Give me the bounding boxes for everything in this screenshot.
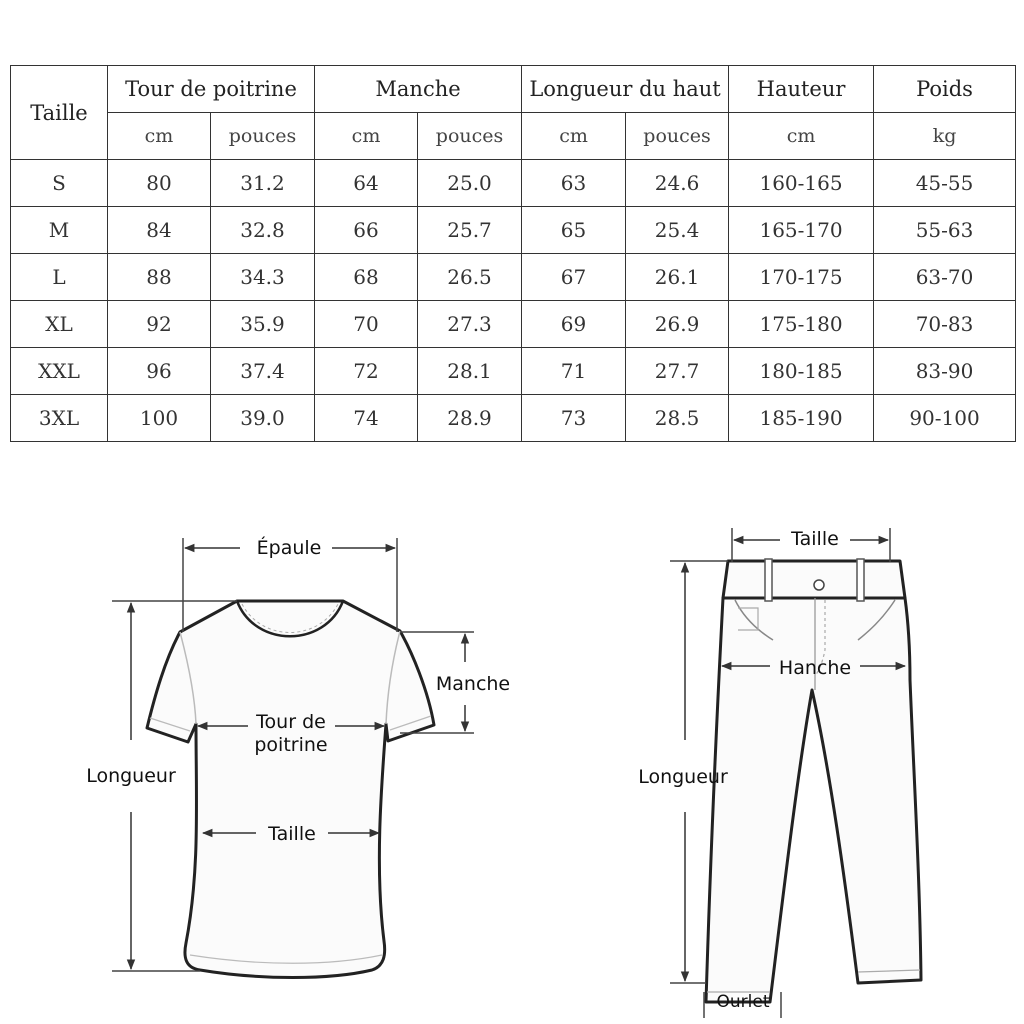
- chest-label: poitrine: [254, 734, 328, 756]
- belt-loop: [765, 559, 772, 601]
- sleeve-label: Manche: [435, 673, 511, 695]
- tshirt-outline: [147, 601, 434, 978]
- value-cell: 83-90: [874, 348, 1016, 395]
- value-cell: 170-175: [729, 254, 874, 301]
- value-cell: 175-180: [729, 301, 874, 348]
- unit-header: pouces: [211, 113, 315, 160]
- unit-header: cm: [729, 113, 874, 160]
- unit-header: cm: [522, 113, 626, 160]
- value-cell: 90-100: [874, 395, 1016, 442]
- size-cell: XL: [11, 301, 108, 348]
- weight-group-header: Poids: [874, 66, 1016, 113]
- shoulder-label: Épaule: [256, 537, 322, 559]
- value-cell: 45-55: [874, 160, 1016, 207]
- value-cell: 34.3: [211, 254, 315, 301]
- value-cell: 74: [315, 395, 418, 442]
- value-cell: 28.5: [626, 395, 729, 442]
- value-cell: 37.4: [211, 348, 315, 395]
- value-cell: 25.0: [418, 160, 522, 207]
- unit-header: kg: [874, 113, 1016, 160]
- value-cell: 71: [522, 348, 626, 395]
- value-cell: 88: [108, 254, 211, 301]
- value-cell: 70: [315, 301, 418, 348]
- pants-waist-label: Taille: [791, 528, 839, 550]
- pants-waist-measure: [732, 528, 890, 562]
- belt-loop: [857, 559, 864, 601]
- value-cell: 65: [522, 207, 626, 254]
- value-cell: 28.1: [418, 348, 522, 395]
- value-cell: 31.2: [211, 160, 315, 207]
- size-cell: L: [11, 254, 108, 301]
- value-cell: 69: [522, 301, 626, 348]
- value-cell: 24.6: [626, 160, 729, 207]
- value-cell: 68: [315, 254, 418, 301]
- value-cell: 35.9: [211, 301, 315, 348]
- hem-label: Ourlet: [716, 992, 770, 1012]
- size-column-header: Taille: [11, 66, 108, 160]
- unit-header: pouces: [626, 113, 729, 160]
- unit-header: cm: [108, 113, 211, 160]
- value-cell: 180-185: [729, 348, 874, 395]
- button: [814, 580, 824, 590]
- height-group-header: Hauteur: [729, 66, 874, 113]
- shirt-length-label: Longueur: [86, 765, 176, 787]
- value-cell: 25.7: [418, 207, 522, 254]
- pants-illustration: [706, 559, 921, 1002]
- tshirt-illustration: [147, 601, 434, 978]
- value-cell: 27.7: [626, 348, 729, 395]
- chest-group-header: Tour de poitrine: [108, 66, 315, 113]
- value-cell: 63: [522, 160, 626, 207]
- value-cell: 84: [108, 207, 211, 254]
- value-cell: 26.9: [626, 301, 729, 348]
- value-cell: 165-170: [729, 207, 874, 254]
- shirt-waist-label: Taille: [268, 823, 316, 845]
- value-cell: 26.5: [418, 254, 522, 301]
- value-cell: 185-190: [729, 395, 874, 442]
- value-cell: 96: [108, 348, 211, 395]
- size-cell: M: [11, 207, 108, 254]
- hip-label: Hanche: [778, 657, 852, 679]
- value-cell: 72: [315, 348, 418, 395]
- value-cell: 28.9: [418, 395, 522, 442]
- hem-measure: [704, 992, 781, 1018]
- unit-header: pouces: [418, 113, 522, 160]
- size-cell: 3XL: [11, 395, 108, 442]
- value-cell: 80: [108, 160, 211, 207]
- value-cell: 70-83: [874, 301, 1016, 348]
- value-cell: 64: [315, 160, 418, 207]
- pants-length-label: Longueur: [638, 766, 728, 788]
- value-cell: 100: [108, 395, 211, 442]
- sleeve-group-header: Manche: [315, 66, 522, 113]
- value-cell: 73: [522, 395, 626, 442]
- size-cell: S: [11, 160, 108, 207]
- size-cell: XXL: [11, 348, 108, 395]
- value-cell: 67: [522, 254, 626, 301]
- chest-label: Tour de: [256, 711, 326, 733]
- top-length-group-header: Longueur du haut: [522, 66, 729, 113]
- value-cell: 27.3: [418, 301, 522, 348]
- value-cell: 63-70: [874, 254, 1016, 301]
- value-cell: 160-165: [729, 160, 874, 207]
- value-cell: 32.8: [211, 207, 315, 254]
- value-cell: 25.4: [626, 207, 729, 254]
- value-cell: 92: [108, 301, 211, 348]
- waistband: [723, 561, 905, 598]
- value-cell: 55-63: [874, 207, 1016, 254]
- unit-header: cm: [315, 113, 418, 160]
- value-cell: 39.0: [211, 395, 315, 442]
- value-cell: 66: [315, 207, 418, 254]
- value-cell: 26.1: [626, 254, 729, 301]
